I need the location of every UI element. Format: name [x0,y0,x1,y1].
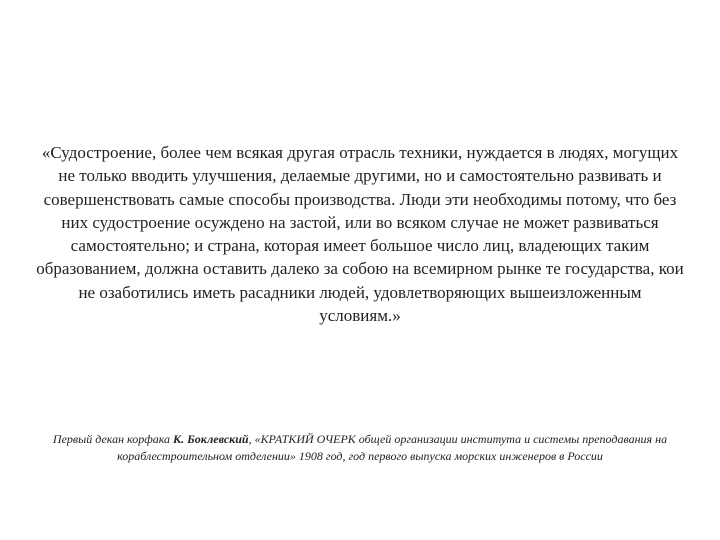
attribution-suffix: , «КРАТКИЙ ОЧЕРК общей организации института и системы преподавания на кораблестроительном отделении» 1908 год, год первого выпуска морских инженеров в России [117,432,668,463]
attribution-caption [30,431,690,465]
quote-text: «Судостроение, более чем всякая другая отрасль техники, нуждается в людях, могущих не только вводить улучшения, делаемые другими, но и самостоятельно развивать и совершенствовать самые способы производства. Люди эти необходимы потому, что без них судостроение осуждено на застой, или во всяком случае не может развиваться самостоятельно; и страна, которая имеет большое число лиц, владеющих таким образованием, должна оставить далеко за собою на всемирном рынке те государства, кои не озаботились иметь расадники людей, удовлетворяющих вышеизложенным условиям.» [36,143,684,326]
attribution-author: К. Боклевский [173,432,249,446]
attribution-prefix: Первый декан корфака [52,432,174,446]
